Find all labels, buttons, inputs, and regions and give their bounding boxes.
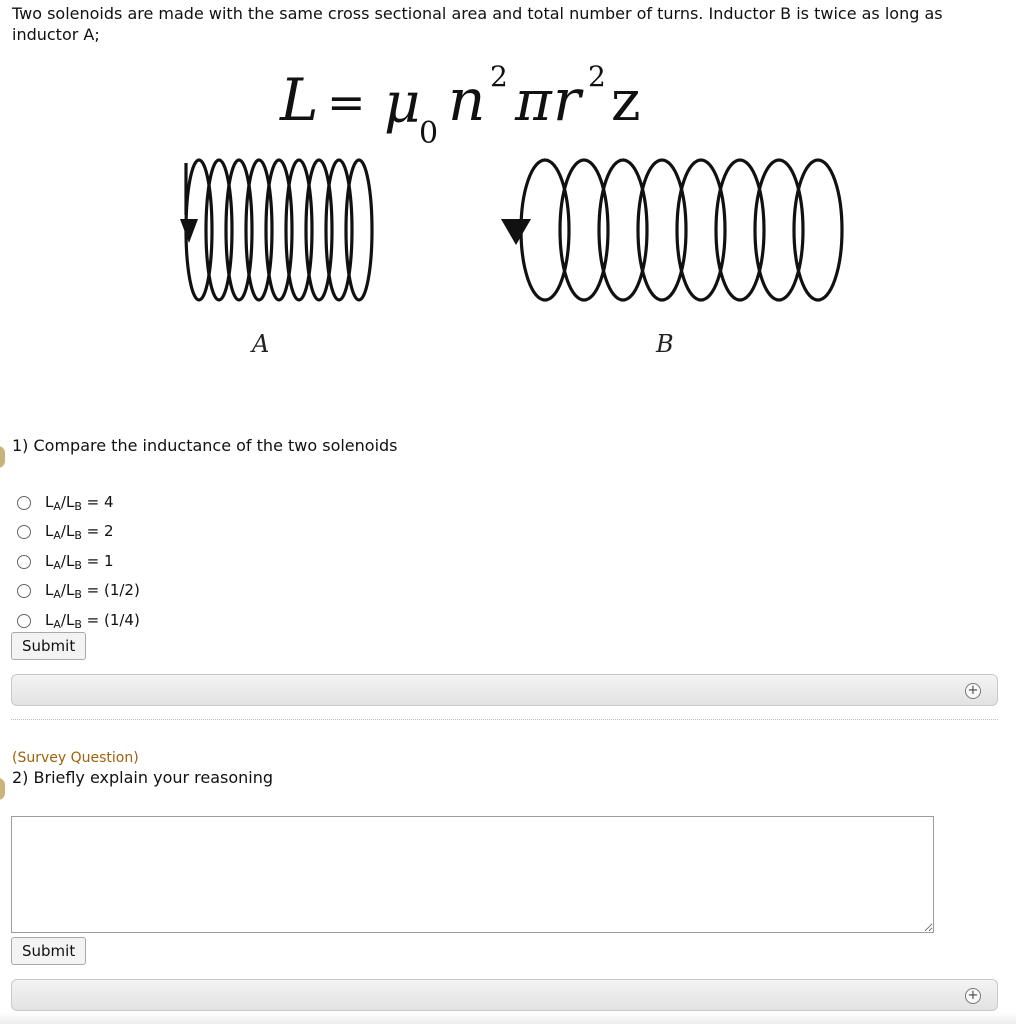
option-2[interactable] <box>17 518 140 548</box>
feedback-bar-q1[interactable] <box>11 674 998 706</box>
radio-button[interactable] <box>17 555 31 569</box>
solenoid-a <box>186 160 372 300</box>
reasoning-textarea[interactable] <box>11 816 934 933</box>
bottom-edge <box>0 1012 1016 1024</box>
current-arrow-a <box>180 219 198 243</box>
radio-button[interactable] <box>17 496 31 510</box>
solenoid-b <box>521 160 842 300</box>
formula-mu: μ <box>384 71 421 136</box>
option-label: $L_A/L_B = 2$ <box>45 522 114 543</box>
label-b: B <box>656 330 674 358</box>
submit-button-q2[interactable]: Submit <box>11 937 86 965</box>
question-2-title: 2) Briefly explain your reasoning <box>12 768 274 787</box>
option-label: $L_A/L_B = 1$ <box>45 551 114 572</box>
option-label: $L_A/L_B = 4$ <box>45 492 114 513</box>
option-3[interactable] <box>17 547 140 577</box>
option-1[interactable] <box>17 488 140 518</box>
survey-tag: (Survey Question) <box>12 750 139 766</box>
option-4[interactable] <box>17 577 140 607</box>
formula-r: r <box>553 66 581 134</box>
radio-button[interactable] <box>17 584 31 598</box>
formula-mu-sub: 0 <box>419 116 439 151</box>
problem-intro: Two solenoids are made with the same cross sectional area and total number of turns. Inductor B is twice as long as inductor A; <box>12 4 943 44</box>
label-a: A <box>252 330 270 358</box>
option-label: $L_A/L_B = (1/4)$ <box>45 610 140 631</box>
formula-n-exp: 2 <box>490 60 508 93</box>
solenoid-diagram <box>0 55 1016 375</box>
question-marker <box>0 446 5 468</box>
answer-options <box>17 488 140 636</box>
formula-L: L <box>280 66 319 134</box>
radio-button[interactable] <box>17 614 31 628</box>
formula-z: z <box>611 69 641 134</box>
inductance-formula <box>279 60 641 151</box>
option-label: $L_A/L_B = (1/2)$ <box>45 581 140 602</box>
expand-plus-icon[interactable]: + <box>965 988 981 1004</box>
formula-n: n <box>448 66 486 134</box>
formula-pi: π <box>515 69 552 134</box>
question-marker <box>0 778 5 800</box>
expand-plus-icon[interactable]: + <box>965 683 981 699</box>
solenoid-figure <box>0 55 1016 375</box>
feedback-bar-q2[interactable] <box>11 979 998 1011</box>
radio-button[interactable] <box>17 525 31 539</box>
submit-button-q1[interactable]: Submit <box>11 632 86 660</box>
formula-equals: = <box>327 75 366 129</box>
question-1-title: 1) Compare the inductance of the two solenoids <box>12 436 398 455</box>
section-divider <box>11 719 998 720</box>
current-arrow-b <box>501 219 531 245</box>
formula-r-exp: 2 <box>588 60 606 93</box>
